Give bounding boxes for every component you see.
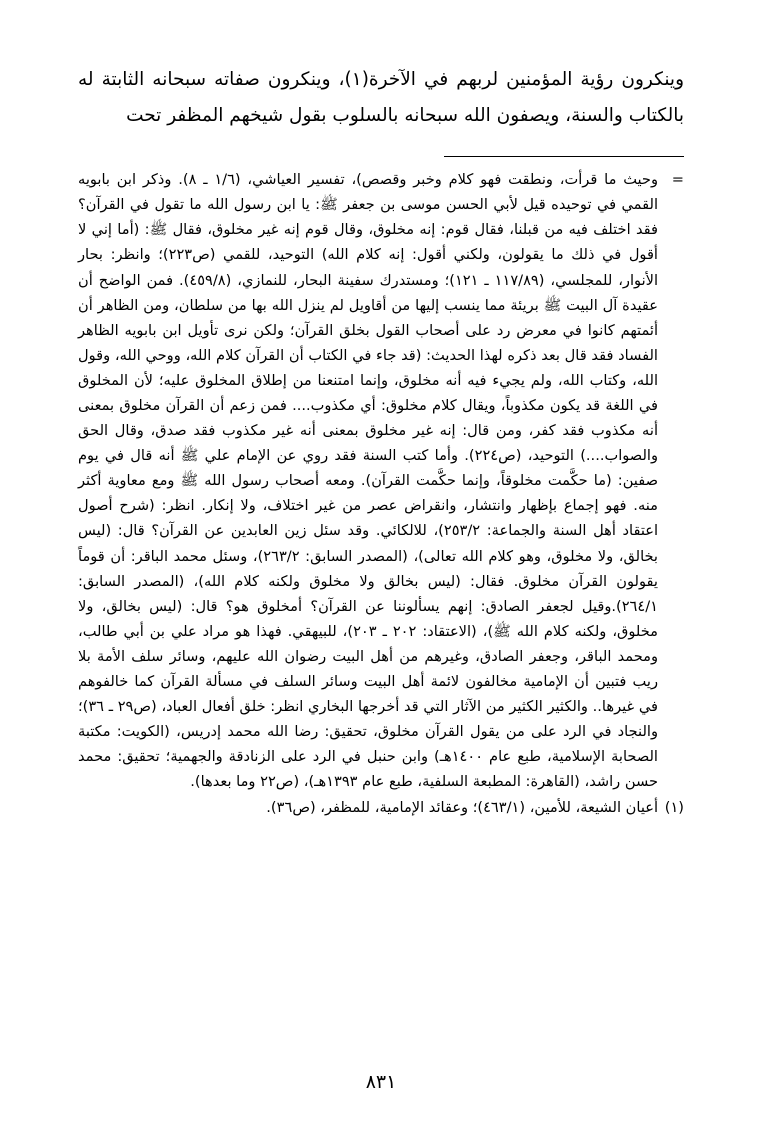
footnote-paragraph: أعيان الشيعة، للأمين، (٤٦٣/١)؛ وعقائد الإمامية، للمظفر، (ص٣٦). xyxy=(266,799,658,817)
footnote-marker: = xyxy=(671,171,684,189)
footnote-paragraph: وحيث ما قرأت، ونطقت فهو كلام وخبر وقصص)، تفسير العياشي، (١/٦ ـ ٨). وذكر ابن بابويه القمي في توحيده قيل لأبي الحسن موسى بن جعفر ﷺ: يا ابن رسول الله ما تقول في القرآن؟ فقد اختلف فيه من قبلنا، فقال قوم: إنه مخلوق، وقال قوم إنه غير مخلوق، فقال ﷺ: (أما إني لا أقول في ذلك ما يقولون، ولكني أقول: إنه كلام الله) التوحيد، للقمي (ص٢٢٣)؛ وانظر: بحار الأنوار، للمجلسي، (١١٧/٨٩ ـ ١٢١)؛ ومستدرك سفينة البحار، للنمازي، (٤٥٩/٨). فمن الواضح أن عقيدة آل البيت ﷺ بريئة مما ينسب إليها من أقاويل لم ينزل الله بها من سلطان، ومن الظاهر أن أئمتهم كانوا في معرض رد على أصحاب القول بخلق القرآن؛ ولكن نرى تأويل ابن بابويه الظاهر الفساد فقد قال بعد ذكره لهذا الحديث: (قد جاء في الكتاب أن القرآن كلام الله، ووحي الله، وقول الله، وكتاب الله، ولم يجيء فيه أنه مخلوق، وإنما امتنعنا من إطلاق المخلوق عليه؛ لأن المخلوق في اللغة قد يكون مكذوباً، ويقال كلام مخلوق: أي مكذوب.... فمن زعم أن القرآن مخلوق بمعنى أنه مكذوب فقد كفر، ومن قال: إنه غير مخلوق بمعنى أنه غير مكذوب فقد صدق، وقال الحق والصواب....) التوحيد، (ص٢٢٤). وأما كتب السنة فقد روي عن الإمام علي ﷺ أنه قال في يوم صفين: (ما حكَّمت مخلوقاً، وإنما حكَّمت القرآن). ومعه أصحاب رسول الله ﷺ ومع معاوية أكثر منه. فهو إجماع بإظهار وانتشار، وانقراض عصر من غير اختلاف، ولا إنكار. انظر: (شرح أصول اعتقاد أهل السنة والجماعة: ٢٥٣/٢)، للالكائي. وقد سئل زين العابدين عن القرآن؟ قال: (ليس بخالق، ولا مخلوق، وهو كلام الله تعالى)، (المصدر السابق: ٢٦٣/٢)، وسئل محمد الباقر: أن قوماً يقولون القرآن مخلوق. فقال: (ليس بخالق ولا مخلوق ولكنه كلام الله)، (المصدر السابق: ٢٦٤/١).وقيل لجعفر الصادق: إنهم يسألوننا عن القرآن؟ أمخلوق هو؟ قال: (ليس بخالق، ولا مخلوق، ولكنه كلام الله ﷺ)، (الاعتقاد: ٢٠٢ ـ ٢٠٣)، للبيهقي. فهذا هو مراد علي بن أبي طالب، ومحمد الباقر، وجعفر الصادق، وغيرهم من أهل البيت رضوان الله عليهم، وسائر سلف الأمة بلا ريب فتبين أن الإمامية مخالفون لائمة أهل البيت وسائر السلف في مسألة القرآن كما خالفوهم في غيرها.. والكثير الكثير من الآثار التي قد أخرجها البخاري انظر: خلق أفعال العباد، (ص٢٩ ـ ٣٦)؛ والنجاد في الرد على من يقول القرآن مخلوق، تحقيق: رضا الله محمد إدريس، (الكويت: مكتبة الصحابة الإسلامية، طبع عام ١٤٠٠هـ) وابن حنبل في الرد على الزنادقة والجهمية؛ تحقيق: محمد حسن راشد، (القاهرة: المطبعة السلفية، طبع عام ١٣٩٣هـ)، (ص٢٢ وما بعدها). xyxy=(78,171,659,791)
footnote-item xyxy=(78,167,684,794)
footnote-text xyxy=(78,167,658,794)
footnote-separator-rule xyxy=(444,156,684,157)
page-number: ٨٣١ xyxy=(365,1071,397,1093)
footnotes-section xyxy=(78,167,684,820)
footnote-marker: (١) xyxy=(664,799,684,817)
footnote-item xyxy=(78,795,684,820)
footnote-text xyxy=(78,795,658,820)
main-paragraph: وينكرون رؤية المؤمنين لربهم في الآخرة(١)، وينكرون صفاته سبحانه الثابتة له بالكتاب والسنة، ويصفون الله سبحانه بالسلوب بقول شيخهم المظفر تحت xyxy=(78,69,684,127)
main-body-text xyxy=(78,62,684,134)
